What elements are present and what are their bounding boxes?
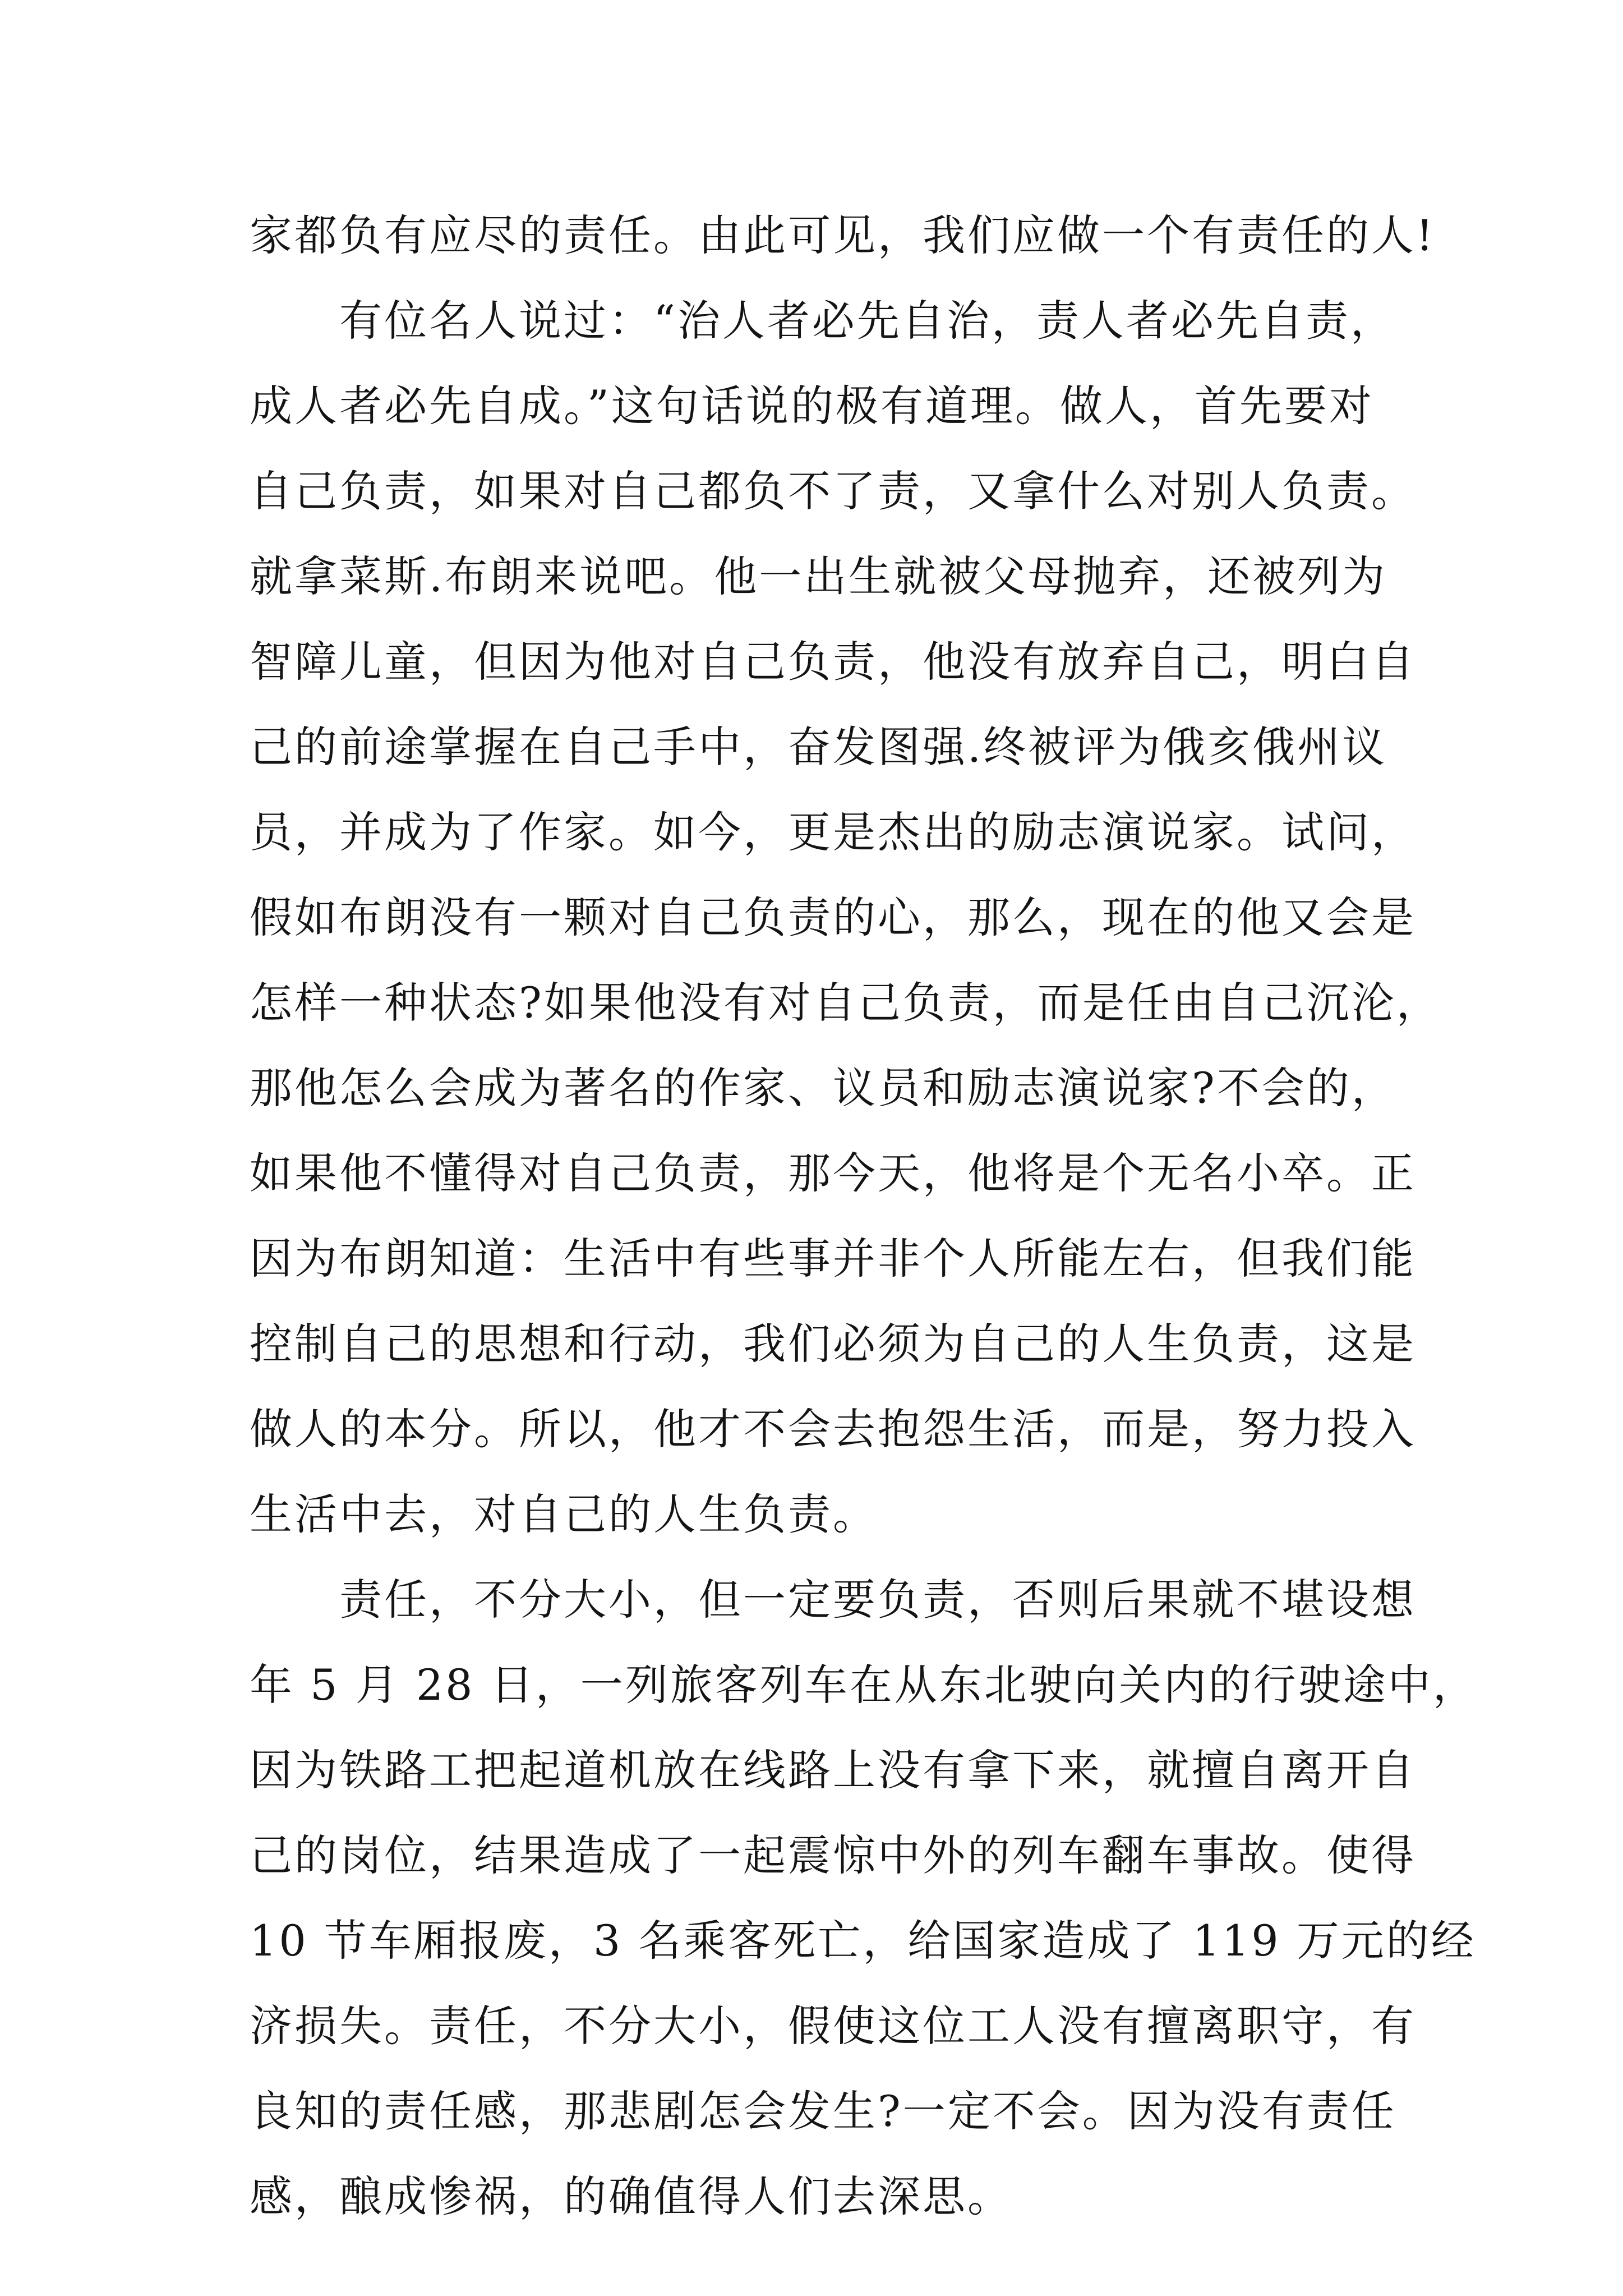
text-line: 智障儿童，但因为他对自己负责，他没有放弃自己，明白自	[250, 637, 1416, 687]
text-line: 己的岗位，结果造成了一起震惊中外的列车翻车事故。使得	[250, 1830, 1416, 1880]
text-line: 己的前途掌握在自己手中，奋发图强.终被评为俄亥俄州议	[250, 722, 1387, 772]
text-line: 员，并成为了作家。如今，更是杰出的励志演说家。试问，	[250, 807, 1416, 857]
text-line: 因为布朗知道：生活中有些事并非个人所能左右，但我们能	[250, 1234, 1416, 1283]
text-line: 济损失。责任，不分大小，假使这位工人没有擅离职守，有	[250, 2001, 1416, 2051]
text-line: 控制自己的思想和行动，我们必须为自己的人生负责，这是	[250, 1319, 1416, 1369]
text-line: 责任，不分大小，但一定要负责，否则后果就不堪设想	[250, 1575, 1416, 1625]
text-line: 因为铁路工把起道机放在线路上没有拿下来，就擅自离开自	[250, 1745, 1416, 1795]
text-line: 10 节车厢报废，3 名乘客死亡，给国家造成了 119 万元的经	[250, 1916, 1476, 1966]
text-line: 那他怎么会成为著名的作家、议员和励志演说家?不会的，	[250, 1063, 1396, 1113]
text-line: 家都负有应尽的责任。由此可见，我们应做一个有责任的人!	[250, 210, 1436, 260]
text-line: 年 5 月 28 日，一列旅客列车在从东北驶向关内的行驶途中，	[250, 1660, 1478, 1710]
text-line: 假如布朗没有一颗对自己负责的心，那么，现在的他又会是	[250, 892, 1416, 942]
text-line: 生活中去，对自己的人生负责。	[250, 1489, 878, 1539]
text-line: 自己负责，如果对自己都负不了责，又拿什么对别人负责。	[250, 466, 1416, 516]
text-line: 成人者必先自成。”这句话说的极有道理。做人，首先要对	[250, 381, 1374, 431]
text-line: 良知的责任感，那悲剧怎会发生?一定不会。因为没有责任	[250, 2086, 1396, 2136]
text-line: 有位名人说过：“治人者必先自治，责人者必先自责，	[250, 296, 1395, 346]
text-line: 做人的本分。所以，他才不会去抱怨生活，而是，努力投入	[250, 1404, 1416, 1454]
text-line: 怎样一种状态?如果他没有对自己负责，而是任由自己沉沦，	[250, 978, 1441, 1028]
text-line: 感，酿成惨祸，的确值得人们去深思。	[250, 2171, 1012, 2221]
text-line: 就拿菜斯.布朗来说吧。他一出生就被父母抛弃，还被列为	[250, 551, 1387, 601]
text-line: 如果他不懂得对自己负责，那今天，他将是个无名小卒。正	[250, 1148, 1416, 1198]
body-text	[250, 193, 1478, 2239]
